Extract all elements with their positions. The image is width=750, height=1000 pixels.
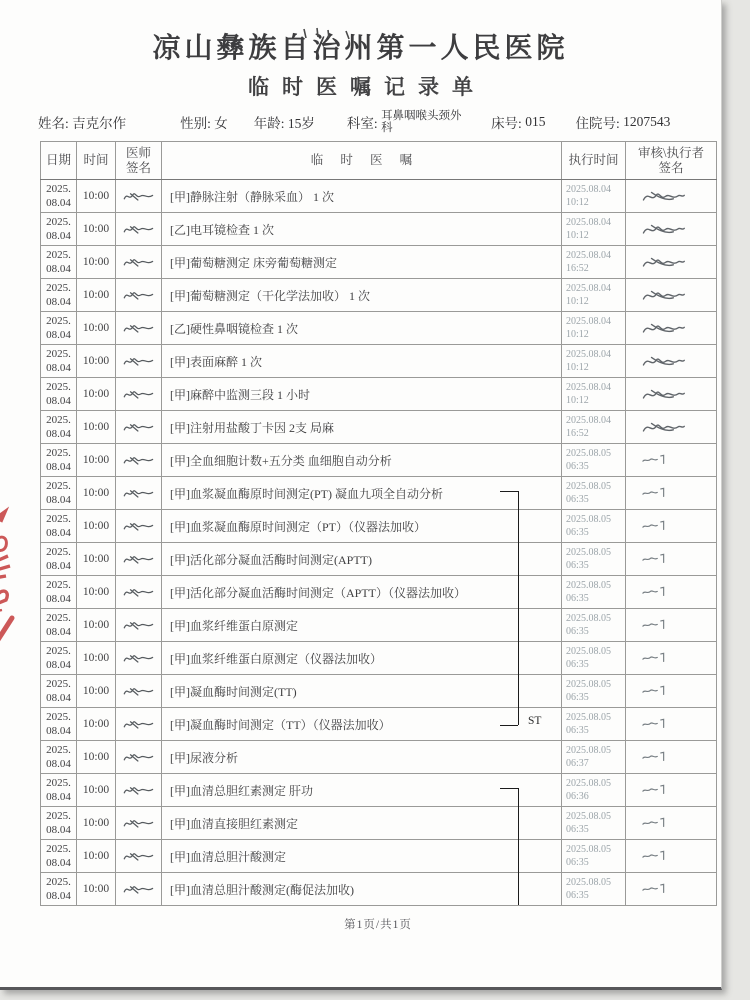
executor-signature-cell [626, 312, 717, 345]
executor-signature-cell [626, 477, 717, 510]
patient-dept-label: 科室: [346, 116, 378, 132]
execution-time: 2025.08.05 06:35 [562, 807, 626, 840]
executor-signature-cell [626, 510, 717, 543]
order-time: 10:00 [77, 213, 116, 246]
order-time: 10:00 [77, 378, 116, 411]
order-time: 10:00 [77, 675, 116, 708]
order-time: 10:00 [77, 246, 116, 279]
order-text: [甲]葡萄糖测定 床旁葡萄糖测定 [162, 246, 562, 279]
order-time: 10:00 [77, 312, 116, 345]
doctor-signature-cell [116, 279, 162, 312]
header-time: 时间 [77, 142, 116, 180]
doctor-signature-cell [116, 444, 162, 477]
liver-group-bracket [518, 788, 519, 905]
order-row [41, 180, 717, 213]
execution-time: 2025.08.05 06:35 [562, 543, 626, 576]
order-date: 2025. 08.04 [41, 774, 77, 807]
doctor-signature-cell [116, 543, 162, 576]
executor-signature-cell [626, 774, 717, 807]
header-verify-sign [626, 142, 717, 180]
order-time: 10:00 [77, 741, 116, 774]
execution-time: 2025.08.04 10:12 [562, 213, 626, 246]
order-time: 10:00 [77, 642, 116, 675]
doctor-signature-cell [116, 774, 162, 807]
order-time: 10:00 [77, 840, 116, 873]
order-text: [甲]血浆凝血酶原时间测定（PT）（仪器法加收） [162, 510, 562, 543]
executor-signature-scribble [640, 353, 686, 370]
doctor-signature-scribble [122, 519, 156, 533]
header-order: 临 时 医 嘱 [162, 142, 562, 180]
order-row [41, 411, 717, 444]
executor-signature-scribble [640, 188, 686, 205]
order-text: [甲]活化部分凝血活酶时间测定（APTT）（仪器法加收） [162, 576, 562, 609]
order-row [41, 510, 717, 543]
order-table-body [41, 180, 717, 906]
order-text: [甲]凝血酶时间测定（TT）（仪器法加收） [162, 708, 562, 741]
doctor-signature-cell [116, 576, 162, 609]
order-row [41, 642, 717, 675]
order-text: [乙]硬性鼻咽镜检查 1 次 [162, 312, 562, 345]
executor-signature-cell [626, 345, 717, 378]
order-time: 10:00 [77, 609, 116, 642]
executor-signature-cell [626, 741, 717, 774]
executor-mark-scribble [640, 816, 670, 830]
order-text: [甲]血浆纤维蛋白原测定 [162, 609, 562, 642]
order-date: 2025. 08.04 [41, 840, 77, 873]
order-date: 2025. 08.04 [41, 444, 77, 477]
header-verify-sign-l2: 签名 [658, 160, 684, 175]
doctor-signature-cell [116, 642, 162, 675]
doctor-signature-cell [116, 741, 162, 774]
order-date: 2025. 08.04 [41, 180, 77, 213]
orders-table [40, 141, 717, 906]
order-date: 2025. 08.04 [41, 543, 77, 576]
doctor-signature-scribble [122, 321, 156, 335]
order-row [41, 609, 717, 642]
order-text: [甲]活化部分凝血活酶时间测定(APTT) [162, 543, 562, 576]
executor-signature-cell [626, 411, 717, 444]
header-doctor-sign-l2: 签名 [125, 160, 151, 175]
order-text: [甲]尿液分析 [162, 741, 562, 774]
executor-mark-scribble [640, 585, 670, 599]
executor-mark-scribble [640, 552, 670, 566]
executor-signature-cell [626, 378, 717, 411]
execution-time: 2025.08.04 16:52 [562, 411, 626, 444]
doctor-signature-scribble [122, 288, 156, 302]
executor-mark-scribble [640, 651, 670, 665]
order-text: [甲]葡萄糖测定（干化学法加收） 1 次 [162, 279, 562, 312]
order-row [41, 246, 717, 279]
executor-mark-scribble [640, 849, 670, 863]
header-doctor-sign-l1: 医师 [125, 146, 151, 161]
execution-time: 2025.08.05 06:36 [562, 774, 626, 807]
bracket-tick [500, 788, 518, 789]
executor-signature-cell [626, 840, 717, 873]
doctor-signature-scribble [122, 453, 156, 467]
patient-name-field [38, 112, 126, 132]
header-exec-time: 执行时间 [562, 142, 626, 180]
doctor-signature-scribble [122, 684, 156, 698]
order-text: [甲]全血细胞计数+五分类 血细胞自动分析 [162, 444, 562, 477]
order-time: 10:00 [77, 411, 116, 444]
order-date: 2025. 08.04 [41, 576, 77, 609]
doctor-signature-cell [116, 807, 162, 840]
order-row [41, 675, 717, 708]
doctor-signature-cell [116, 609, 162, 642]
doctor-signature-cell [116, 312, 162, 345]
executor-mark-scribble [640, 750, 670, 764]
bracket-tick [500, 725, 518, 726]
executor-signature-scribble [640, 419, 686, 436]
patient-info-bar [38, 110, 703, 134]
order-date: 2025. 08.04 [41, 807, 77, 840]
executor-signature-cell [626, 279, 717, 312]
execution-time: 2025.08.04 10:12 [562, 279, 626, 312]
executor-signature-cell [626, 807, 717, 840]
order-date: 2025. 08.04 [41, 675, 77, 708]
order-text: [甲]血清总胆红素测定 肝功 [162, 774, 562, 807]
order-text: [甲]麻醉中监测三段 1 小时 [162, 378, 562, 411]
execution-time: 2025.08.05 06:35 [562, 609, 626, 642]
order-date: 2025. 08.04 [41, 873, 77, 906]
order-row [41, 444, 717, 477]
patient-name-value: 吉克尔作 [72, 116, 127, 132]
execution-time: 2025.08.05 06:35 [562, 840, 626, 873]
execution-time: 2025.08.05 06:35 [562, 642, 626, 675]
order-time: 10:00 [77, 576, 116, 609]
executor-signature-scribble [640, 320, 686, 337]
order-row [41, 576, 717, 609]
doctor-signature-cell [116, 411, 162, 444]
doctor-signature-scribble [122, 255, 156, 269]
execution-time: 2025.08.04 16:52 [562, 246, 626, 279]
executor-signature-cell [626, 609, 717, 642]
order-text: [甲]注射用盐酸丁卡因 2支 局麻 [162, 411, 562, 444]
order-row [41, 708, 717, 741]
doctor-signature-cell [116, 246, 162, 279]
doctor-signature-cell [116, 708, 162, 741]
orders-table-wrap [40, 141, 718, 906]
order-time: 10:00 [77, 774, 116, 807]
order-date: 2025. 08.04 [41, 708, 77, 741]
doctor-signature-cell [116, 477, 162, 510]
patient-admission-field [575, 112, 670, 132]
order-row [41, 873, 717, 906]
patient-age-value: 15岁 [287, 116, 315, 132]
order-text: [甲]血清总胆汁酸测定 [162, 840, 562, 873]
header-doctor-sign [116, 142, 162, 180]
order-time: 10:00 [77, 543, 116, 576]
execution-time: 2025.08.05 06:35 [562, 444, 626, 477]
executor-signature-cell [626, 444, 717, 477]
order-date: 2025. 08.04 [41, 279, 77, 312]
order-time: 10:00 [77, 477, 116, 510]
executor-mark-scribble [640, 486, 670, 500]
doctor-signature-cell [116, 510, 162, 543]
doctor-signature-scribble [122, 651, 156, 665]
order-date: 2025. 08.04 [41, 741, 77, 774]
doctor-signature-scribble [122, 816, 156, 830]
table-header-row [41, 142, 717, 180]
form-title: 临时医嘱记录单 [248, 75, 486, 99]
execution-time: 2025.08.04 10:12 [562, 378, 626, 411]
doctor-signature-scribble [122, 189, 156, 203]
order-row [41, 345, 717, 378]
patient-gender-field [180, 112, 228, 132]
executor-mark-scribble [640, 684, 670, 698]
executor-mark-scribble [640, 717, 670, 731]
order-date: 2025. 08.04 [41, 477, 77, 510]
doctor-signature-scribble [122, 882, 156, 896]
patient-gender-value: 女 [214, 116, 228, 132]
header-verify-sign-l1: 审核\执行者 [638, 146, 704, 161]
coagulation-group-bracket [518, 491, 519, 725]
doctor-signature-cell [116, 180, 162, 213]
executor-signature-cell [626, 213, 717, 246]
binding-marks [300, 26, 360, 42]
order-time: 10:00 [77, 180, 116, 213]
st-marker: ST [528, 715, 542, 728]
order-date: 2025. 08.04 [41, 378, 77, 411]
execution-time: 2025.08.04 10:12 [562, 312, 626, 345]
order-time: 10:00 [77, 279, 116, 312]
executor-signature-cell [626, 642, 717, 675]
order-time: 10:00 [77, 444, 116, 477]
order-date: 2025. 08.04 [41, 642, 77, 675]
doctor-signature-scribble [122, 222, 156, 236]
order-date: 2025. 08.04 [41, 510, 77, 543]
order-row [41, 840, 717, 873]
order-row [41, 279, 717, 312]
order-row [41, 312, 717, 345]
order-text: [甲]静脉注射（静脉采血） 1 次 [162, 180, 562, 213]
doctor-signature-scribble [122, 783, 156, 797]
order-time: 10:00 [77, 510, 116, 543]
patient-dept-field [347, 110, 469, 134]
execution-time: 2025.08.05 06:35 [562, 477, 626, 510]
order-text: [甲]血清总胆汁酸测定(酶促法加收) [162, 873, 562, 906]
order-row [41, 741, 717, 774]
executor-signature-cell [626, 180, 717, 213]
doctor-signature-cell [116, 378, 162, 411]
patient-bed-value: 015 [525, 114, 546, 130]
doctor-signature-cell [116, 213, 162, 246]
executor-signature-scribble [640, 221, 686, 238]
doctor-signature-scribble [122, 486, 156, 500]
patient-bed-label: 床号: [491, 116, 522, 132]
order-date: 2025. 08.04 [41, 246, 77, 279]
patient-dept-value: 耳鼻咽喉头颈外科 [381, 110, 462, 135]
doctor-signature-scribble [122, 717, 156, 731]
order-text: [甲]凝血酶时间测定(TT) [162, 675, 562, 708]
doctor-signature-cell [116, 675, 162, 708]
doctor-signature-scribble [122, 387, 156, 401]
patient-age-label: 年龄: [253, 116, 285, 132]
doctor-signature-cell [116, 345, 162, 378]
doctor-signature-scribble [122, 618, 156, 632]
execution-time: 2025.08.05 06:35 [562, 576, 626, 609]
order-date: 2025. 08.04 [41, 213, 77, 246]
doctor-signature-scribble [122, 420, 156, 434]
executor-signature-scribble [640, 386, 686, 403]
doctor-signature-cell [116, 840, 162, 873]
page-number: 第1页/共1页 [344, 919, 412, 932]
order-date: 2025. 08.04 [41, 609, 77, 642]
patient-name-label: 姓名: [38, 116, 69, 132]
executor-signature-scribble [640, 254, 686, 271]
order-row [41, 213, 717, 246]
bracket-tick [500, 491, 518, 492]
doctor-signature-scribble [122, 750, 156, 764]
order-row [41, 774, 717, 807]
order-time: 10:00 [77, 873, 116, 906]
executor-mark-scribble [640, 783, 670, 797]
executor-mark-scribble [640, 519, 670, 533]
executor-signature-cell [626, 873, 717, 906]
doctor-signature-scribble [122, 849, 156, 863]
execution-time: 2025.08.05 06:35 [562, 675, 626, 708]
executor-mark-scribble [640, 453, 670, 467]
executor-signature-cell [626, 675, 717, 708]
executor-signature-cell [626, 576, 717, 609]
doctor-signature-cell [116, 873, 162, 906]
patient-age-field [254, 112, 315, 132]
patient-admission-label: 住院号: [575, 116, 620, 132]
execution-time: 2025.08.04 10:12 [562, 180, 626, 213]
order-time: 10:00 [77, 807, 116, 840]
executor-signature-cell [626, 708, 717, 741]
patient-admission-value: 1207543 [623, 114, 671, 130]
executor-mark-scribble [640, 882, 670, 896]
order-date: 2025. 08.04 [41, 411, 77, 444]
order-text: [甲]血清直接胆红素测定 [162, 807, 562, 840]
order-row [41, 807, 717, 840]
order-text: [甲]血浆凝血酶原时间测定(PT) 凝血九项全自动分析 [162, 477, 562, 510]
order-text: [甲]表面麻醉 1 次 [162, 345, 562, 378]
doctor-signature-scribble [122, 354, 156, 368]
red-stamp-partial [0, 500, 36, 660]
order-date: 2025. 08.04 [41, 345, 77, 378]
patient-bed-field [491, 112, 545, 132]
doctor-signature-scribble [122, 585, 156, 599]
header-date: 日期 [41, 142, 77, 180]
executor-signature-cell [626, 246, 717, 279]
executor-signature-cell [626, 543, 717, 576]
hospital-name: 凉山彝族自治州第一人民医院 [152, 33, 569, 64]
executor-signature-scribble [640, 287, 686, 304]
executor-mark-scribble [640, 618, 670, 632]
order-date: 2025. 08.04 [41, 312, 77, 345]
execution-time: 2025.08.05 06:35 [562, 510, 626, 543]
order-row [41, 378, 717, 411]
order-row [41, 477, 717, 510]
doctor-signature-scribble [122, 552, 156, 566]
patient-gender-label: 性别: [180, 116, 211, 132]
execution-time: 2025.08.05 06:35 [562, 873, 626, 906]
execution-time: 2025.08.05 06:35 [562, 708, 626, 741]
execution-time: 2025.08.05 06:37 [562, 741, 626, 774]
order-time: 10:00 [77, 345, 116, 378]
order-text: [甲]血浆纤维蛋白原测定（仪器法加收） [162, 642, 562, 675]
order-time: 10:00 [77, 708, 116, 741]
order-text: [乙]电耳镜检查 1 次 [162, 213, 562, 246]
execution-time: 2025.08.04 10:12 [562, 345, 626, 378]
order-row [41, 543, 717, 576]
